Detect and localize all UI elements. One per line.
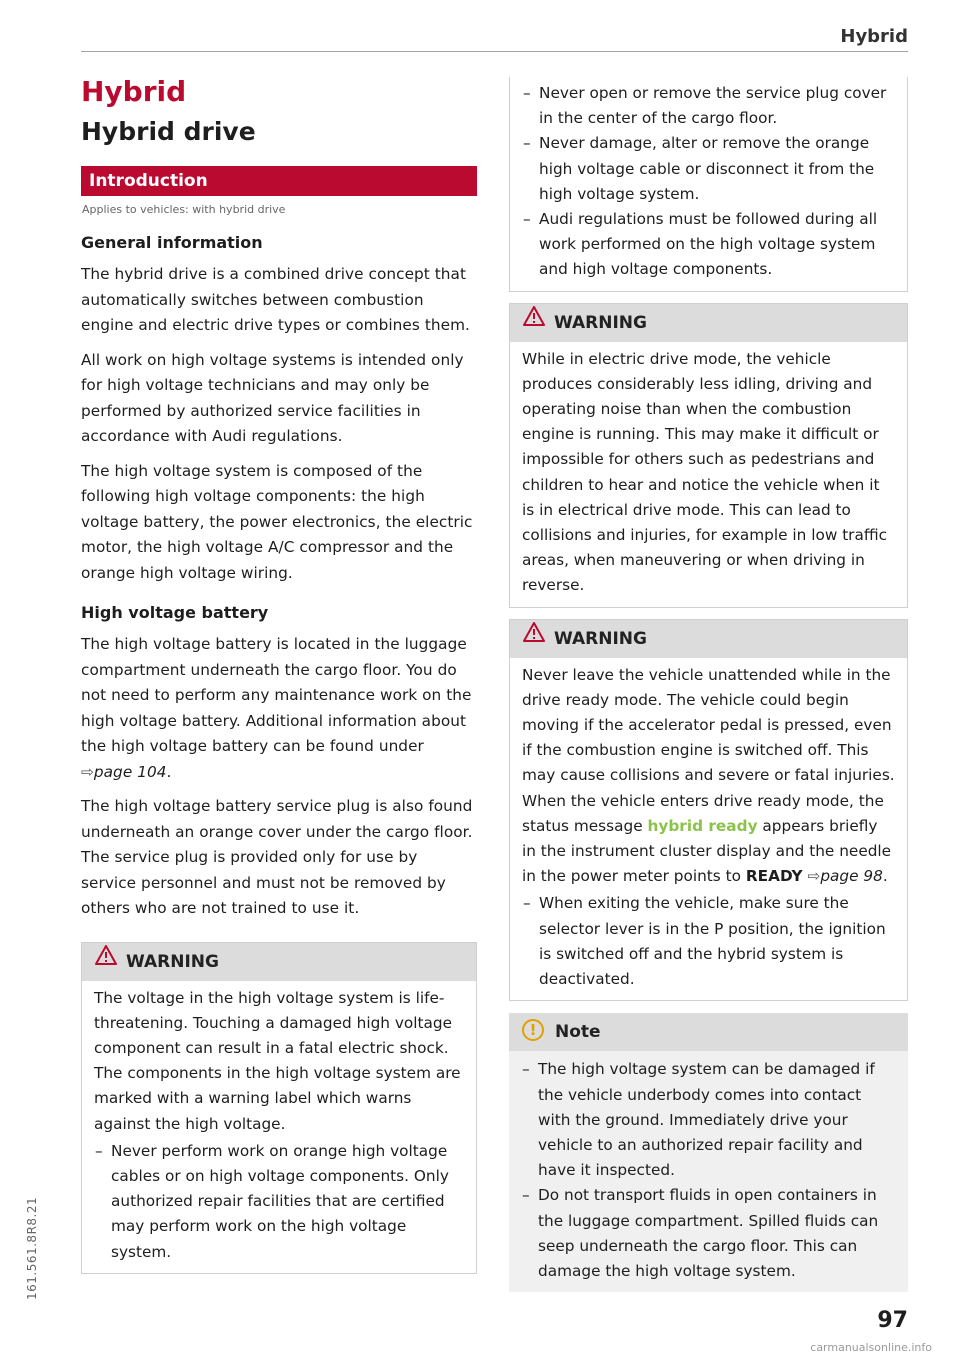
page-subtitle: Hybrid drive — [81, 117, 256, 146]
battery-page-ref[interactable]: page 104 — [93, 762, 167, 781]
note-body — [509, 1051, 908, 1292]
general-info-heading: General information — [81, 233, 263, 252]
list-item: – Audi regulations must be followed during all work performed on the high voltage system and high voltage components. — [522, 207, 895, 283]
arrow-ref-icon: ⇨ — [807, 867, 821, 886]
list-item: – Never perform work on orange high voltage cables or on high voltage components. Only authorized repair facilities that are certified may perform work on the high voltage system. — [94, 1139, 464, 1265]
note-label: Note — [555, 1022, 601, 1043]
battery-p1: The high voltage battery is located in the luggage compartment underneath the cargo floor. You do not need to perform any maintenance work on the high voltage battery. Additional information about the high voltage battery can be found under ⇨page 104. — [81, 635, 472, 781]
warning-header-3 — [510, 620, 907, 658]
warning-box-1 — [81, 942, 477, 1274]
warning-body-3 — [510, 658, 907, 1001]
warning-box-1-continued — [509, 77, 908, 292]
warning-triangle-icon — [95, 941, 117, 979]
warning-box-3 — [509, 619, 908, 1002]
running-header: Hybrid — [840, 26, 908, 47]
note-circle-icon: ! — [522, 1019, 544, 1041]
warning-box-2 — [509, 303, 908, 608]
list-item: – Never damage, alter or remove the orange high voltage cable or disconnect it from the high voltage system. — [522, 131, 895, 207]
side-code: 161.561.8R8.21 — [25, 1196, 39, 1300]
battery-p1-text: The high voltage battery is located in the luggage compartment underneath the cargo floor. You do not need to perform any maintenance work on the high voltage battery. Additional information about the high voltage battery can be found under — [81, 635, 472, 755]
applies-to: Applies to vehicles: with hybrid drive — [82, 203, 286, 216]
warning-list-1-continued — [522, 81, 895, 283]
page-title: Hybrid — [81, 75, 187, 108]
section-heading: Introduction — [81, 166, 477, 196]
warning-header-1 — [82, 943, 476, 981]
general-info-p1: The hybrid drive is a combined drive concept that automatically switches between combustion engine and electric drive types or combines them. — [81, 265, 470, 334]
list-item: – Never open or remove the service plug cover in the center of the cargo floor. — [522, 81, 895, 131]
warning-triangle-icon — [523, 302, 545, 340]
header-rule — [81, 51, 908, 52]
ready-label: READY — [745, 867, 803, 886]
warning-list-3 — [522, 891, 895, 992]
battery-p2: The high voltage battery service plug is also found underneath an orange cover under the cargo floor. The service plug is provided only for use by service personnel and must not be removed by others who are not trained to use it. — [81, 797, 473, 917]
warning-list-1 — [94, 1139, 464, 1265]
ready-page-ref[interactable]: page 98 — [820, 867, 883, 886]
warning-text-2: While in electric drive mode, the vehicle produces considerably less idling, driving and operating noise than when the combustion engine is running. This may make it difficult or impossible for others such as pedestrians and children to hear and notice the vehicle when it is in electrical drive mode. This can lead to collisions and injuries, for example in low traffic areas, when maneuvering or when driving in reverse. — [522, 349, 888, 595]
arrow-ref-icon: ⇨ — [81, 762, 94, 781]
warning-triangle-icon — [523, 618, 545, 656]
warning-text-3a: Never leave the vehicle unattended while in the drive ready mode. The vehicle could begin moving if the accelerator pedal is pressed, even if the combustion engine is switched off. This may cause collisions and severe or fatal injuries. When the vehicle enters drive ready mode, the status message — [522, 665, 895, 835]
list-item: – The high voltage system can be damaged if the vehicle underbody comes into contact with the ground. Immediately drive your vehicle to an authorized repair facility and have it inspected. — [521, 1057, 896, 1183]
warning-body-1 — [82, 981, 476, 1273]
warning-text-1: The voltage in the high voltage system is life-threatening. Touching a damaged high voltage component can result in a fatal electric shock. The components in the high voltage system are marked with a warning label which warns against the high voltage. — [94, 988, 461, 1133]
general-info-p3: The high voltage system is composed of the following high voltage components: the high voltage battery, the power electronics, the electric motor, the high voltage A/C compressor and the orange high voltage wiring. — [81, 461, 473, 582]
note-list — [521, 1057, 896, 1284]
note-box — [509, 1013, 908, 1292]
warning-label-1: WARNING — [126, 951, 219, 972]
general-info-p2: All work on high voltage systems is intended only for high voltage technicians and may only be performed by authorized service facilities in accordance with Audi regulations. — [81, 350, 464, 445]
warning-label-3: WARNING — [554, 628, 647, 649]
warning-body-1-continued — [510, 77, 907, 291]
note-header — [509, 1013, 908, 1051]
watermark: carmanualsonline.info — [810, 1341, 932, 1354]
warning-body-2 — [510, 342, 907, 607]
list-item: – Do not transport fluids in open containers in the luggage compartment. Spilled fluids can seep underneath the cargo floor. This can damage the high voltage system. — [521, 1183, 896, 1284]
list-item: – When exiting the vehicle, make sure the selector lever is in the P position, the ignition is switched off and the hybrid system is deactivated. — [522, 891, 895, 992]
warning-label-2: WARNING — [554, 312, 647, 333]
warning-header-2 — [510, 304, 907, 342]
warning-text-3b: appears briefly in the instrument cluster display and the needle in the power meter points to — [522, 816, 892, 886]
warning-text-3: Never leave the vehicle unattended while in the drive ready mode. The vehicle could begin moving if the accelerator pedal is pressed, even if the combustion engine is switched off. This may cause collisions and severe or fatal injuries. When the vehicle enters drive ready mode, the status message hybrid ready appears briefly in the instrument cluster display and the needle in the power meter points to READY ⇨page 98. — [522, 665, 895, 886]
battery-heading: High voltage battery — [81, 603, 269, 622]
page-number: 97 — [877, 1308, 908, 1333]
left-column — [81, 74, 477, 1274]
right-column — [509, 77, 908, 1292]
status-message: hybrid ready — [647, 816, 758, 835]
